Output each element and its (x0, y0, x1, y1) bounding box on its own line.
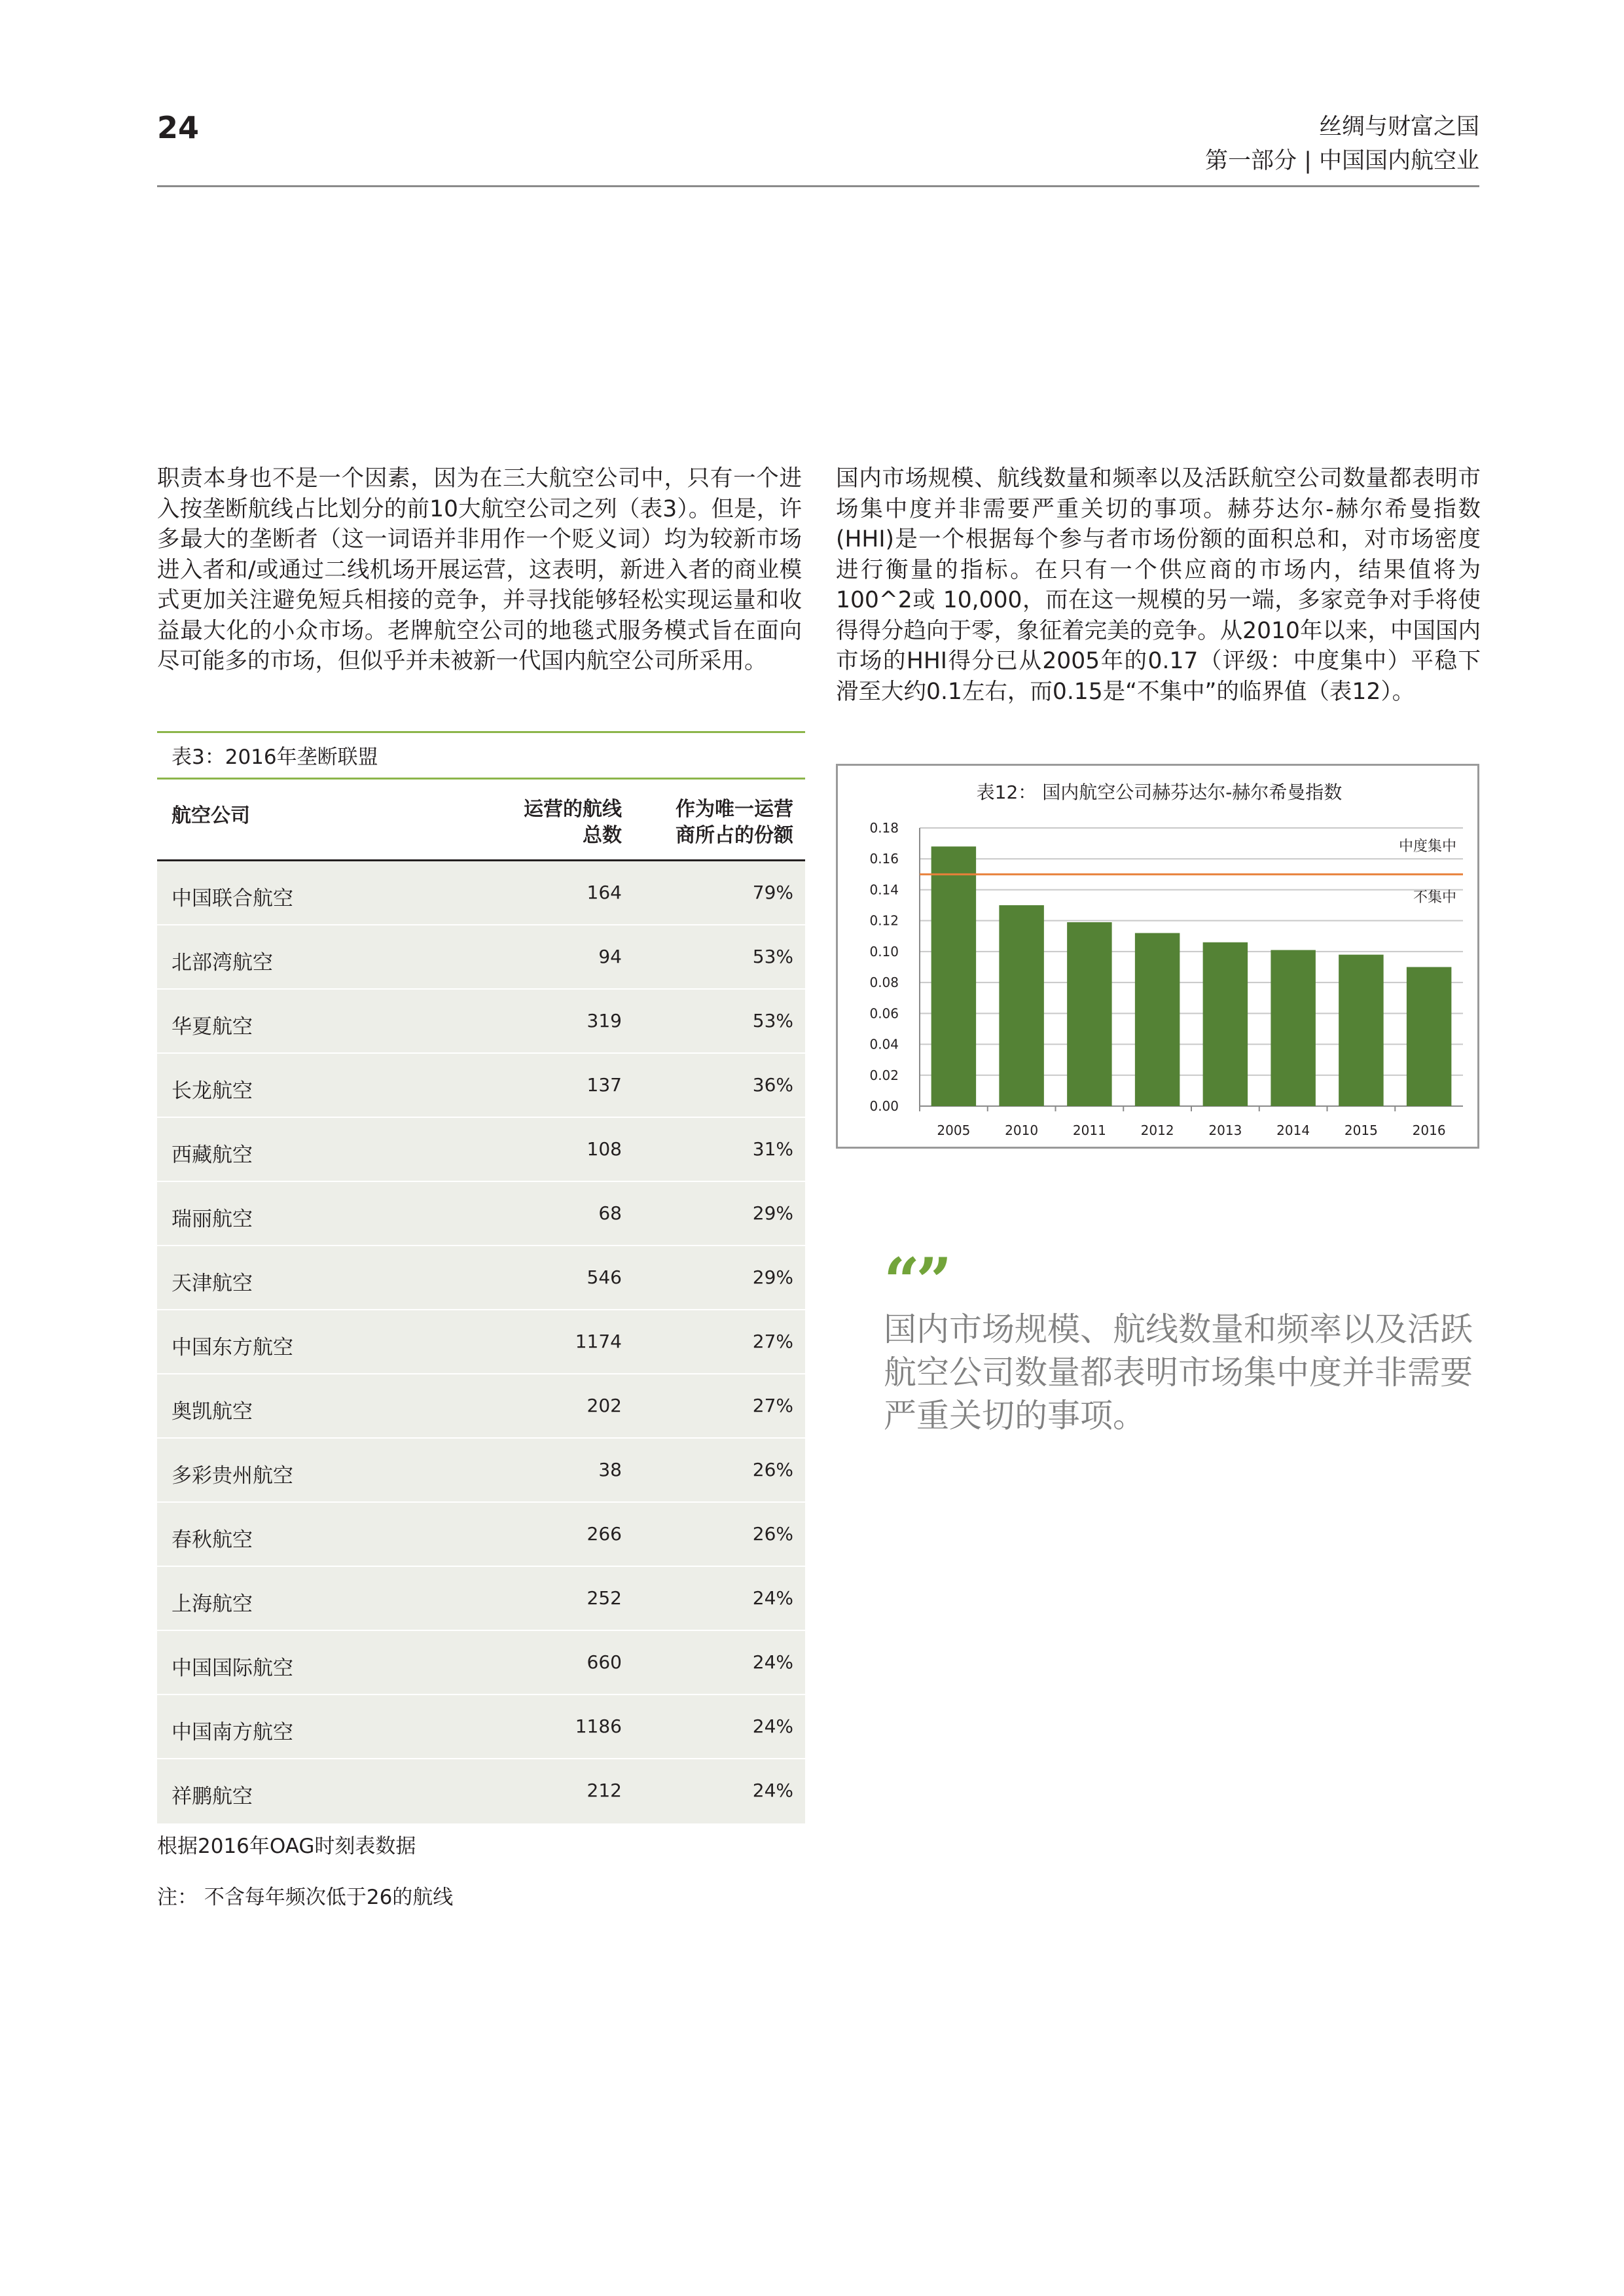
table-row (157, 1631, 805, 1695)
bar (1339, 955, 1383, 1106)
bar (999, 905, 1043, 1106)
column-header-airline: 航空公司 (171, 804, 250, 827)
cell-share: 24% (752, 1780, 793, 1801)
chart-title: 表12： 国内航空公司赫芬达尔-赫尔希曼指数 (976, 781, 1343, 803)
cell-airline: 瑞丽航空 (171, 1208, 253, 1231)
cell-airline: 西藏航空 (171, 1143, 253, 1167)
y-tick-label: 0.16 (869, 851, 899, 867)
cell-share: 24% (752, 1715, 793, 1737)
right-paragraph: 国内市场规模、航线数量和频率以及活跃航空公司数量都表明市场集中度并非需要严重关切的事项。赫芬达尔-赫尔希曼指数(HHI)是一个根据每个参与者市场份额的面积总和，对市场密度进行衡量的指标。在只有一个供应商的市场内，结果值将为100^2或 10,000，而在这一规模的另一端，多家竞争对手将使得得分趋向于零，象征着完美的竞争。从2010年以来，中国国内市场的HHI得分已从2005年的0.17（评级：中度集中）平稳下滑至大约0.1左右，而0.15是“不集中”的临界值（表12）。 (836, 465, 1481, 705)
bar (1067, 922, 1111, 1106)
x-tick-label: 2012 (1140, 1122, 1174, 1138)
table-row (157, 1310, 805, 1374)
table-header (157, 780, 805, 861)
table-row (157, 1503, 805, 1567)
cell-share: 29% (752, 1202, 793, 1224)
y-tick-label: 0.10 (869, 943, 899, 960)
cell-airline: 北部湾航空 (171, 951, 273, 975)
table-row (157, 1246, 805, 1310)
cell-routes: 68 (598, 1202, 622, 1224)
threshold-label-below: 不集中 (1413, 889, 1456, 906)
x-tick-label: 2005 (937, 1122, 971, 1138)
cell-share: 29% (752, 1266, 793, 1288)
cell-airline: 中国南方航空 (171, 1721, 293, 1744)
column-header-share-line1: 作为唯一运营 (676, 798, 793, 821)
column-header-share (676, 797, 793, 849)
x-tick-label: 2013 (1208, 1122, 1242, 1138)
section-title: 第一部分 | 中国国内航空业 (1204, 148, 1479, 174)
bar (1135, 933, 1180, 1106)
cell-share: 31% (752, 1138, 793, 1160)
table-row (157, 1374, 805, 1439)
cell-share: 26% (752, 1459, 793, 1480)
hhi-chart-svg (838, 766, 1481, 1151)
column-header-share-line2: 商所占的份额 (676, 824, 793, 847)
threshold-label-above: 中度集中 (1398, 838, 1456, 855)
x-tick-label: 2010 (1005, 1122, 1039, 1138)
cell-share: 27% (752, 1331, 793, 1352)
x-tick-label: 2015 (1344, 1122, 1378, 1138)
cell-share: 24% (752, 1651, 793, 1673)
cell-airline: 长龙航空 (171, 1079, 253, 1103)
table-caption: 表3：2016年垄断联盟 (157, 731, 805, 780)
cell-airline: 中国东方航空 (171, 1336, 293, 1359)
cell-airline: 天津航空 (171, 1272, 253, 1295)
cell-share: 79% (752, 882, 793, 903)
cell-airline: 中国国际航空 (171, 1657, 293, 1680)
y-tick-label: 0.02 (869, 1067, 899, 1083)
column-header-routes-line1: 运营的航线 (524, 798, 622, 821)
cell-airline: 春秋航空 (171, 1528, 253, 1552)
bar (931, 846, 976, 1106)
cell-routes: 212 (586, 1780, 622, 1801)
cell-airline: 上海航空 (171, 1592, 253, 1616)
cell-airline: 华夏航空 (171, 1015, 253, 1039)
cell-routes: 252 (586, 1587, 622, 1609)
y-tick-label: 0.14 (869, 882, 899, 898)
hhi-chart (836, 764, 1479, 1149)
cell-routes: 266 (586, 1523, 622, 1545)
cell-share: 27% (752, 1395, 793, 1416)
document-title: 丝绸与财富之国 (1318, 114, 1479, 140)
header-divider (157, 185, 1479, 187)
cell-share: 53% (752, 946, 793, 967)
table-row (157, 1567, 805, 1631)
table-row (157, 925, 805, 990)
cell-airline: 奥凯航空 (171, 1400, 253, 1424)
y-tick-label: 0.04 (869, 1036, 899, 1052)
cell-routes: 38 (598, 1459, 622, 1480)
left-paragraph: 职责本身也不是一个因素，因为在三大航空公司中，只有一个进入按垄断航线占比划分的前10大航空公司之列（表3）。但是，许多最大的垄断者（这一词语并非用作一个贬义词）均为较新市场进入者和/或通过二线机场开展运营，这表明，新进入者的商业模式更加关注避免短兵相接的竞争，并寻找能够轻松实现运量和收益最大化的小众市场。老牌航空公司的地毯式服务模式旨在面向尽可能多的市场，但似乎并未被新一代国内航空公司所采用。 (157, 465, 802, 674)
y-tick-label: 0.00 (869, 1098, 899, 1114)
table-row (157, 1695, 805, 1759)
bar (1271, 950, 1315, 1106)
x-tick-label: 2014 (1276, 1122, 1310, 1138)
table-source: 根据2016年OAG时刻表数据 (157, 1835, 416, 1858)
cell-routes: 202 (586, 1395, 622, 1416)
cell-share: 36% (752, 1074, 793, 1096)
cell-airline: 多彩贵州航空 (171, 1464, 293, 1488)
bar (1203, 942, 1248, 1106)
table-row (157, 1439, 805, 1503)
table-row (157, 1182, 805, 1246)
table-note: 注： 不含每年频次低于26的航线 (157, 1886, 454, 1909)
cell-routes: 1174 (575, 1331, 622, 1352)
table-row (157, 1054, 805, 1118)
y-tick-label: 0.08 (869, 975, 899, 991)
x-tick-label: 2016 (1412, 1122, 1446, 1138)
table-body (157, 861, 805, 1823)
x-tick-label: 2011 (1072, 1122, 1106, 1138)
cell-routes: 660 (586, 1651, 622, 1673)
y-tick-label: 0.18 (869, 820, 899, 836)
cell-routes: 108 (586, 1138, 622, 1160)
column-header-routes (524, 797, 622, 849)
table-row (157, 1118, 805, 1182)
page-number: 24 (157, 110, 200, 145)
column-header-routes-line2: 总数 (583, 824, 622, 847)
table-row (157, 1759, 805, 1823)
cell-routes: 546 (586, 1266, 622, 1288)
cell-share: 53% (752, 1010, 793, 1031)
bar (1407, 967, 1451, 1107)
cell-airline: 祥鹏航空 (171, 1785, 253, 1808)
cell-routes: 319 (586, 1010, 622, 1031)
cell-airline: 中国联合航空 (171, 887, 293, 910)
table-row (157, 861, 805, 925)
cell-routes: 137 (586, 1074, 622, 1096)
running-header (1205, 110, 1479, 178)
cell-share: 24% (752, 1587, 793, 1609)
cell-routes: 164 (586, 882, 622, 903)
quote-mark-icon: “” (884, 1244, 948, 1318)
cell-share: 26% (752, 1523, 793, 1545)
monopoly-table (157, 731, 805, 1823)
pull-quote: 国内市场规模、航线数量和频率以及活跃航空公司数量都表明市场集中度并非需要严重关切的事项。 (884, 1310, 1473, 1435)
y-tick-label: 0.12 (869, 912, 899, 929)
cell-routes: 1186 (575, 1715, 622, 1737)
y-tick-label: 0.06 (869, 1005, 899, 1022)
cell-routes: 94 (598, 946, 622, 967)
table-row (157, 990, 805, 1054)
